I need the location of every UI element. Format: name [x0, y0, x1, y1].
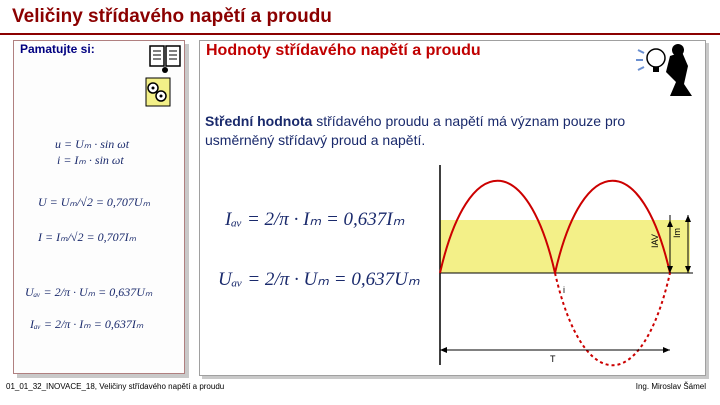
description-rest: střídavého proudu a napětí má význam pouze pro usměrněný střídavý proud a napětí.: [205, 113, 626, 148]
page-title: Veličiny střídavého napětí a proudu: [12, 6, 332, 27]
remember-heading: Pamatujte si:: [20, 42, 95, 56]
content-heading: Hodnoty střídavého napětí a proudu: [206, 42, 481, 59]
footer-author: Ing. Miroslav Šámel: [635, 382, 706, 391]
idea-person-icon: [626, 42, 698, 102]
formula-uav: Uₐᵥ = 2/π · Uₘ = 0,637Uₘ: [218, 269, 420, 290]
title-underline: [0, 33, 720, 35]
period-label: T: [550, 354, 556, 364]
formula-u-effective: U = Uₘ/√2 = 0,707Uₘ: [38, 195, 151, 209]
description-bold: Střední hodnota: [205, 113, 313, 129]
formula-u-average: Uₐᵥ = 2/π · Uₘ = 0,637Uₘ: [25, 285, 153, 299]
formula-i-average: Iₐᵥ = 2/π · Iₘ = 0,637Iₘ: [30, 317, 144, 331]
iav-label: IAV: [650, 234, 660, 248]
i-label: i: [563, 285, 565, 295]
book-icon: [148, 42, 182, 74]
formula-iav: Iₐᵥ = 2/π · Iₘ = 0,637Iₘ: [225, 209, 405, 230]
footer-course: 01_01_32_INOVACE_18, Veličiny střídavého napětí a proudu: [6, 382, 225, 391]
wave-negative-dotted: [555, 273, 670, 365]
formula-u-instant: u = Uₘ · sin ωt: [55, 137, 130, 151]
description-text: [205, 112, 645, 150]
im-label: Im: [672, 228, 682, 238]
formula-i-instant: i = Iₘ · sin ωt: [57, 153, 124, 167]
waveform-graph: [410, 160, 700, 368]
gears-icon: [140, 76, 174, 110]
formula-i-effective: I = Iₘ/√2 = 0,707Iₘ: [38, 230, 137, 244]
